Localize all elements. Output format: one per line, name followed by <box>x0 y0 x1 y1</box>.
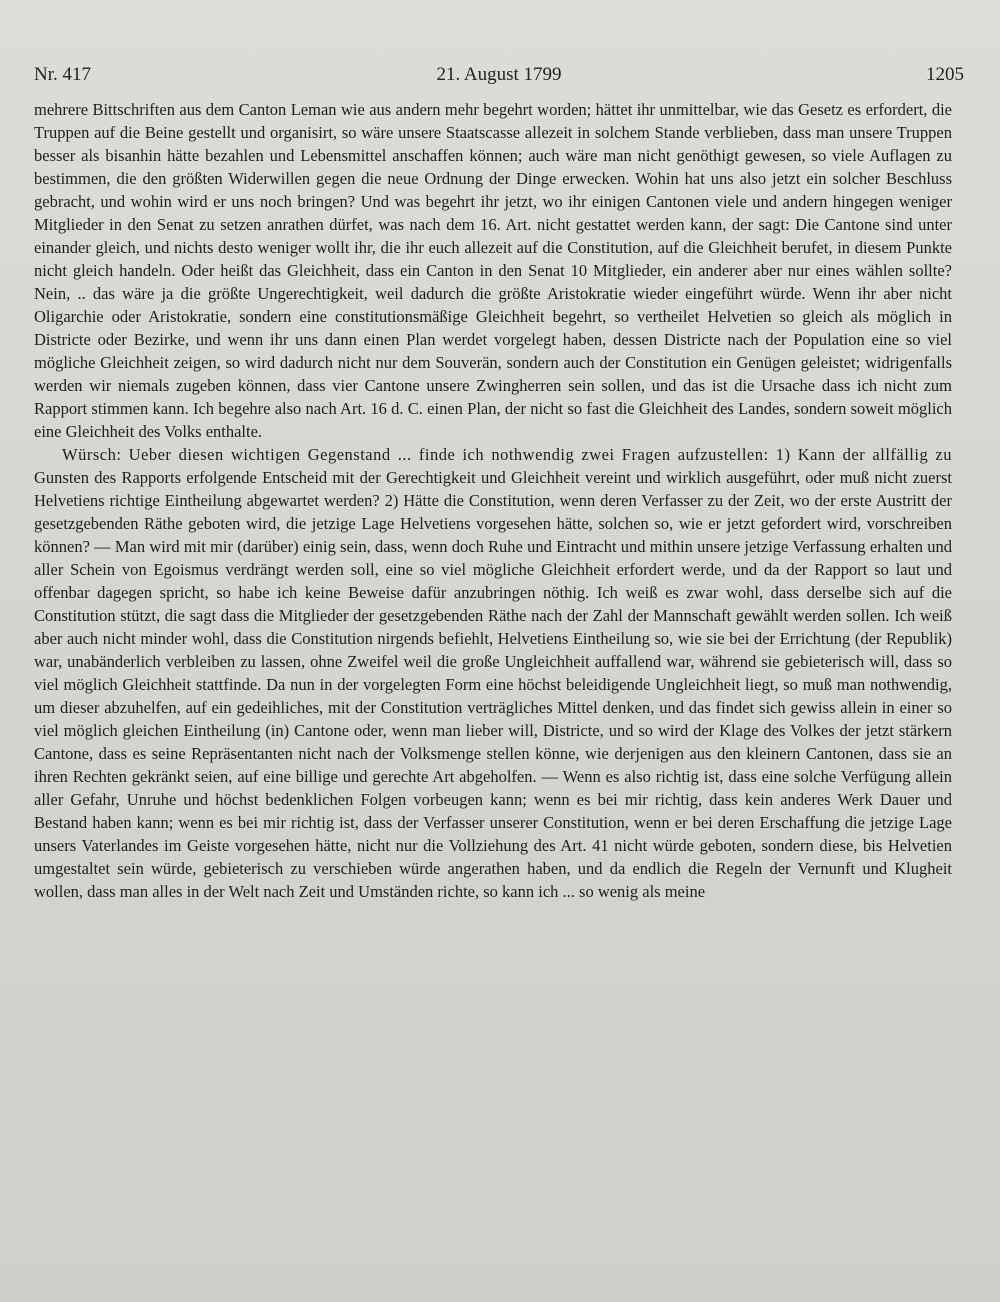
paragraph-continuation: mehrere Bittschriften aus dem Canton Leman wie aus andern mehr begehrt worden; hättet ihr unmittelbar, wie das Gesetz es erfordert, die Truppen auf die Beine gestellt und organisirt, so wäre unsere Staatscasse allezeit in solchem Stande verblieben, dass man unsere Truppen besser als bisanhin hätte bezahlen und Lebensmittel anschaffen können; auch wäre man nicht genöthigt gewesen, so viele Auflagen zu bestimmen, die den größten Widerwillen gegen die neue Ordnung der Dinge erwecken. Wohin hat uns also jetzt ein solcher Beschluss gebracht, und wohin wird er uns noch bringen? Und was begehrt ihr jetzt, wo ihr einigen Cantonen viele und andern hingegen weniger Mitglieder in den Senat zu setzen anrathen dürfet, was nach dem 16. Art. nicht gestattet werden kann, der sagt: Die Cantone sind unter einander gleich, und nichts desto weniger wollt ihr, die ihr euch allezeit auf die Constitution, auf die Gleichheit berufet, in diesem Punkte nicht gleich handeln. Oder heißt das Gleichheit, dass ein Canton in den Senat 10 Mitglieder, ein anderer aber nur eines wählen sollte? Nein, .. das wäre ja die größte Ungerechtigkeit, weil dadurch die größte Aristokratie wieder eingeführt würde. Wenn ihr aber nicht Oligarchie oder Aristokratie, sondern eine constitutionsmäßige Gleichheit begehrt, so vertheilet Helvetien so gleich als möglich in Districte oder Bezirke, und wenn ihr uns dann einen Plan werdet vorgelegt haben, dessen Districte nach der Population eine so viel mögliche Gleichheit zeigen, so wird dadurch nicht nur dem Souverän, sondern auch der Constitution ein Genügen geleistet; widrigenfalls werden wir niemals zugeben können, dass vier Cantone unsere Zwingherren sein sollen, und das ist die Ursache dass ich nicht zum Rapport stimmen kann. Ich begehre also nach Art. 16 d. C. einen Plan, der nicht so fast die Gleichheit des Landes, sondern soweit möglich eine Gleichheit des Volks enthalte. <box>34 100 952 441</box>
page-number: 1205 <box>926 64 964 85</box>
body-text <box>34 98 952 903</box>
header-date: 21. August 1799 <box>436 64 562 85</box>
document-number: Nr. 417 <box>34 64 91 85</box>
paragraph-wuersch: Würsch: Ueber diesen wichtigen Gegenstand ... finde ich nothwendig zwei Fragen aufzustellen: 1) Kann der allfällig zu Gunsten des Rapports erfolgende Entscheid mit der Gerechtigkeit und Gleichheit vereint und wirklich ausgeführt, oder muß nicht zuerst Helvetiens richtige Eintheilung abgewartet werden? 2) Hätte die Constitution, wenn deren Verfasser zu der Zeit, wo der erste Austritt der gesetzgebenden Räthe geboten wird, die jetzige Lage Helvetiens vorgesehen hätte, solchen so, wie er jetzt gefordert wird, vorschreiben können? — Man wird mit mir (darüber) einig sein, dass, wenn doch Ruhe und Eintracht und mithin unsere jetzige Verfassung erhalten und aller Schein von Egoismus verdrängt werden soll, eine so viel mögliche Gleichheit erfordert werde, und da der Rapport so laut und offenbar dagegen spricht, so habe ich keine Beweise dafür anzubringen nöthig. Ich weiß es zwar wohl, dass derselbe sich auf die Constitution stützt, die sagt dass die Mitglieder der gesetzgebenden Räthe nach der Zahl der Mannschaft gewählt werden sollen. Ich weiß aber auch nicht minder wohl, dass die Constitution nirgends befiehlt, Helvetiens Eintheilung so, wie sie bei der Errichtung (der Republik) war, unabänderlich verbleiben zu lassen, ohne Zweifel weil die große Ungleichheit auffallend war, während sie gebieterisch will, dass so viel möglich Gleichheit stattfinde. Da nun in der vorgelegten Form eine höchst beleidigende Ungleichheit liegt, so muß man nothwendig, um dieser abzuhelfen, auf ein gedeihliches, mit der Constitution verträgliches Mittel denken, und das findet sich gewiss allein in einer so viel möglich gleichen Eintheilung (in) Cantone oder, wenn man lieber will, Districte, und so wird der Klage des Volkes der jetzt stärkern Cantone, dass es seine Repräsentanten nicht nach der Volksmenge stellen könne, wie derjenigen aus den kleinern Cantonen, dass sie an ihren Rechten gekränkt seien, auf eine billige und gerechte Art abgeholfen. — Wenn es also richtig ist, dass eine solche Verfügung allein aller Gefahr, Unruhe und höchst bedenklichen Folgen vorbeugen kann; wenn es bei mir richtig, dass kein anderes Werk Dauer und Bestand haben kann; wenn es bei mir richtig ist, dass der Verfasser unserer Constitution, wenn er bei deren Erschaffung die jetzige Lage unsers Vaterlandes im Geiste vorgesehen hätte, nicht nur die Vollziehung des Art. 41 nicht würde geboten, sondern diese, bis Helvetien umgestaltet sein würde, gebieterisch zu verschieben würde angerathen haben, und da endlich die Regeln der Vernunft und Klugheit wollen, dass man alles in der Welt nach Zeit und Umständen richte, so kann ich ... so wenig als meine <box>34 445 952 901</box>
page-header <box>34 64 964 92</box>
